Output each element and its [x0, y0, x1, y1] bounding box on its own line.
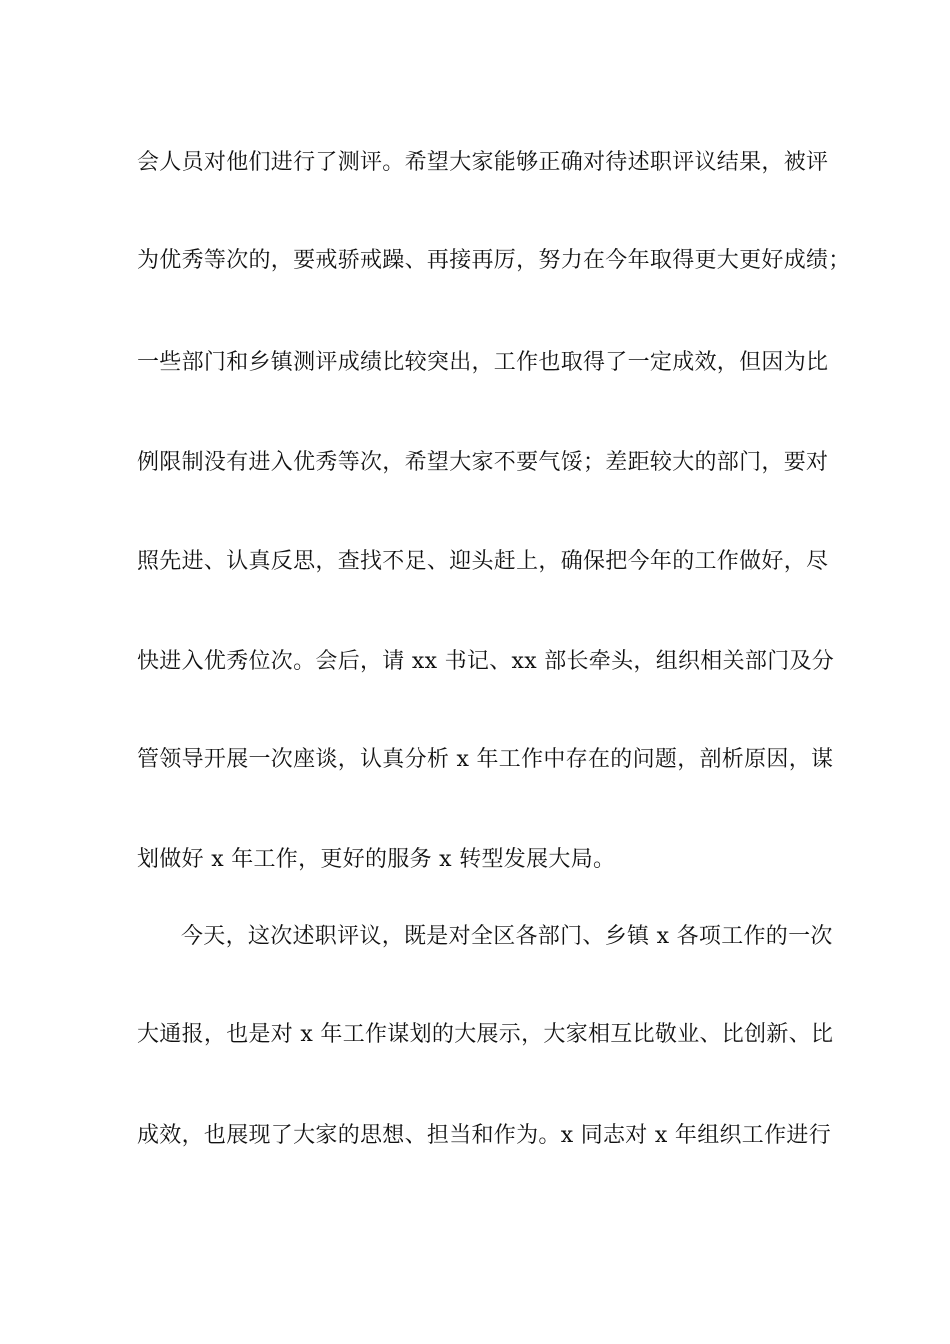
paragraph-line: 例限制没有进入优秀等次，希望大家不要气馁；差距较大的部门，要对: [137, 450, 829, 475]
paragraph-line: 管领导开展一次座谈，认真分析 x 年工作中存在的问题，剖析原因，谋: [137, 747, 834, 772]
paragraph-line: 划做好 x 年工作，更好的服务 x 转型发展大局。: [137, 847, 616, 872]
paragraph-line: 成效，也展现了大家的思想、担当和作为。x 同志对 x 年组织工作进行: [137, 1123, 831, 1148]
paragraph-line: 为优秀等次的，要戒骄戒躁、再接再厉，努力在今年取得更大更好成绩；: [137, 248, 851, 273]
paragraph-line: 大通报，也是对 x 年工作谋划的大展示，大家相互比敬业、比创新、比: [137, 1022, 834, 1047]
paragraph-line: 快进入优秀位次。会后，请 xx 书记、xx 部长牵头，组织相关部门及分: [137, 649, 835, 674]
paragraph-line: 照先进、认真反思，查找不足、迎头赶上，确保把今年的工作做好，尽: [137, 549, 829, 574]
paragraph-first-line: 今天，这次述职评议，既是对全区各部门、乡镇 x 各项工作的一次: [181, 924, 833, 949]
paragraph-line: 会人员对他们进行了测评。希望大家能够正确对待述职评议结果，被评: [137, 150, 829, 175]
paragraph-line: 一些部门和乡镇测评成绩比较突出，工作也取得了一定成效，但因为比: [137, 350, 829, 375]
